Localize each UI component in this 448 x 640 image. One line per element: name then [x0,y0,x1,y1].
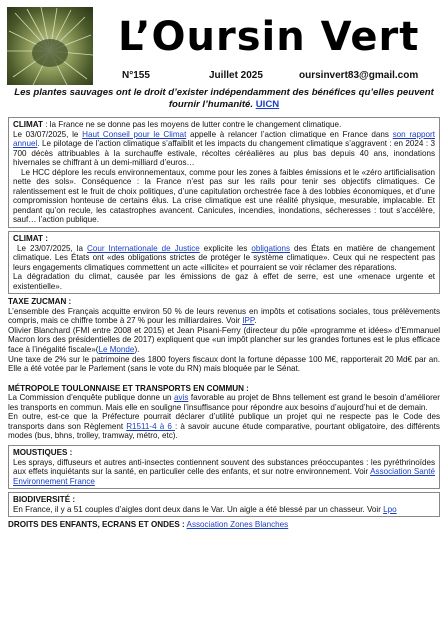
text: ). [134,345,140,355]
ase-france-link[interactable]: Association Santé Environnement France [13,467,436,486]
obligations-link[interactable]: obligations [251,243,291,253]
tagline-text: Les plantes sauvages ont le droit d’exister indépendamment des bénéfices qu’elles peuvent fournir l’humanité. [14,87,434,110]
newsletter-title: L’Oursin Vert [118,14,420,60]
taxe-paragraph-2 [8,326,440,355]
section-heading: MÉTROPOLE TOULONNAISE ET TRANSPORTS EN COMMUN : [8,383,249,393]
le-monde-link[interactable]: Le Monde [98,345,135,355]
text: explicite les [199,243,252,253]
moustiques-paragraph [13,458,435,487]
section-heading: TAXE ZUCMAN : [8,297,72,307]
section-heading: CLIMAT : [13,234,48,244]
text: L’ensemble des Français acquitte environ 50 % de leurs revenus en impôts et cotisations sociales, tous prélèvements compris, mais ce chiffre tombe à 27 % pour les milliardaires. Voir [8,306,440,326]
text: Les sprays, diffuseurs et autres anti-insectes contiennent souvent des substances préoccupantes : les pyréthrinoïdes aux effets inquiétants sur la santé, en particulier celle des enfants, et sur notre environnement. Voir [13,457,435,477]
climat1-paragraph-2: Le HCC déplore les reculs environnementaux, comme pour les zones à faibles émissions et le «zéro artificialisation nette des sols». Conséquence : la France n’est pas sur les rails pour tenir ses objectifs climatiques. Ce ralentissement est le fruit de choix politiques, d’une capitulation orchestrée face à des lobbies économiques, et d’une compromission honteuse de certains élus. La crise climatique est une réalité physique, mesurable, implacable. Et pendant qu’on recule, les catastrophes avancent. Canicules, incendies, inondations, sécheresses : tout s’accélère, sauf… l’action publique. [13,167,435,225]
section-heading: CLIMAT [13,120,43,129]
text: La Commission d’enquête publique donne un [8,393,174,403]
climat2-paragraph-2: La dégradation du climat, causée par les émissions de gaz à effet de serre, est une «menace urgente et existentielle». [13,272,435,291]
section-biodiversite [8,492,440,517]
text: . Le pilotage de l’action climatique s’affaiblit et les impacts du changement climatique s’aggravent : en 2024 : 3 700 décès attribuables à la surchauffe estivale, récoltes céréalières au plus bas depuis 40 ans, inondations hivernales se chiffrant à un demi-milliard d’euros… [13,139,435,168]
text: des États en matière de changement climatique. Les États ont «des obligations strictes de protéger le système climatique». Ceux qui ne respectent pas leurs engagements climatiques commettent un acte «illicite» et pourraient se voir réclamer des réparations. [13,243,436,272]
climat2-paragraph-1 [13,244,435,273]
section-heading: DROITS DES ENFANTS, ECRANS ET ONDES : [8,520,185,530]
tagline-uicn-link[interactable]: UICN [255,99,280,110]
text: favorable au projet de Bhns tellement est grand le besoin d’améliorer les transports en commun. Mais elle en souligne l’insuffisance pour répondre aux besoins d’aujourd’hui et de demain. [8,393,440,412]
text: Olivier Blanchard (FMI entre 2008 et 2015) et Jean Pisani-Ferry (directeur du pôle «programme et idées» d’Emmanuel Macron lors des présidentielles de 2017) expliquent que «un impôt plancher sur les grandes fortunes est le plus efficace face à l’inégalité fiscale»( [8,325,440,355]
zones-blanches-link[interactable]: Association Zones Blanches [186,520,289,530]
climat1-intro [13,120,435,130]
section-taxe-zucman [8,297,440,373]
section-droits-enfants [8,520,440,530]
sea-urchin-spines-icon [7,7,93,85]
contact-email: oursinvert83@gmail.com [299,70,419,81]
biodiversite-paragraph [13,505,435,515]
section-metropole [8,384,440,441]
section-climat-1 [8,117,440,228]
cour-internationale-justice-link[interactable]: Cour Internationale de Justice [87,243,200,253]
taxe-paragraph-3: Une taxe de 2% sur le patrimoine des 1800 foyers fiscaux dont la fortune dépasse 100 M€, rapporterait 20 Md€ par an. Elle a été votée par le Parlement (sans le vote du RN) mais bloquée par le Sénat. [8,354,440,374]
section-climat-2 [8,231,440,294]
tagline [0,87,448,111]
text: appelle à relancer l’action climatique en France dans [186,129,393,139]
lpo-link[interactable]: Lpo [383,504,397,514]
text: En France, il y a 51 couples d’aigles dont deux dans le Var. Un aigle a été blessé par un chasseur. Voir [13,504,384,514]
section-heading: MOUSTIQUES : [13,447,73,457]
newsletter-body [8,117,440,530]
metropole-paragraph-1 [8,393,440,412]
text: En outre, est-ce que la Préfecture pourrait déclarer d’utilité publique un projet qui ne respecte pas le Code des transports dans son Règlement [8,412,440,431]
climat1-paragraph-1 [13,130,435,168]
masthead [0,0,448,124]
issue-number: N°155 [122,70,150,81]
rapport-annuel-link[interactable]: son rapport annuel [13,129,435,149]
text: Le 03/07/2025, le [13,129,83,139]
text: Le 23/07/2025, la [17,243,88,253]
sea-urchin-logo-image [7,7,93,85]
text: : à savoir aucune étude comparative, pourtant obligatoire, des différents modes (bus, bhns, trolley, tramway, métro, etc). [8,421,440,441]
reglement-link[interactable]: R1511-4 à 6 [126,421,175,431]
section-moustiques [8,445,440,489]
avis-link[interactable]: avis [173,393,189,403]
ipp-link[interactable]: IPP [242,316,255,326]
climat1-intro-text: : la France ne se donne pas les moyens de lutter contre le changement climatique. [42,120,342,129]
text: . [254,316,257,326]
taxe-paragraph-1 [8,307,440,326]
issue-date: Juillet 2025 [209,70,263,81]
section-heading: BIODIVERSITÉ : [13,495,76,505]
metropole-paragraph-2 [8,412,440,441]
haut-conseil-climat-link[interactable]: Haut Conseil pour le Climat [82,129,187,139]
